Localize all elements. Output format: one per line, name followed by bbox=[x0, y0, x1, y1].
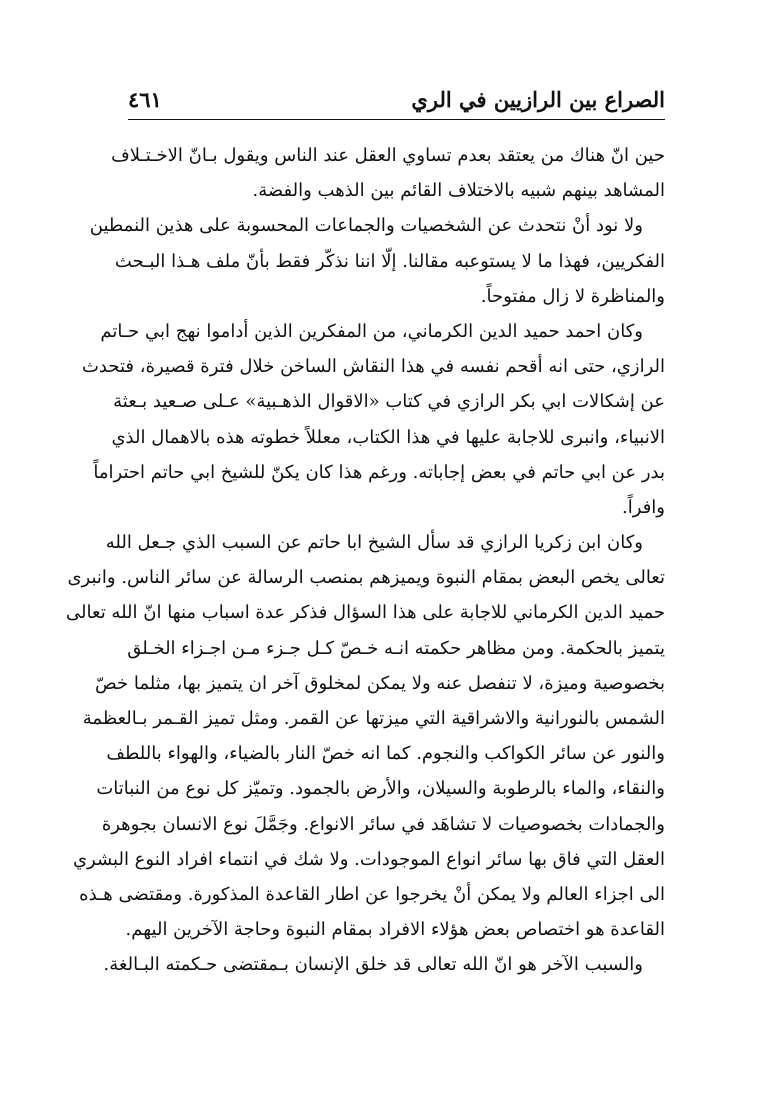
text-line: والنقاء، والماء بالرطوبة والسيلان، والأرض بالجمود. وتميّز كل نوع من النباتات bbox=[96, 778, 665, 800]
text-line: وافراً. bbox=[622, 496, 665, 518]
text-line: حميد الدين الكرماني للاجابة على هذا السؤال فذكر عدة اسباب منها انّ الله تعالى bbox=[66, 602, 665, 624]
text-line: والجمادات بخصوصيات لا تشاهَد في سائر الانواع. وجَمَّلَ نوع الانسان بجوهرة bbox=[101, 813, 665, 835]
text-line: والنور عن سائر الكواكب والنجوم. كما انه خصّ النار بالضياء، والهواء باللطف bbox=[106, 743, 665, 765]
text-line: الانبياء، وانبرى للاجابة عليها في هذا الكتاب، معللاً خطوته هذه بالاهمال الذي bbox=[111, 426, 665, 448]
text-line: وكان احمد حميد الدين الكرماني، من المفكرين الذين أداموا نهج ابي حـاتم bbox=[100, 320, 643, 342]
text-line: الى اجزاء العالم ولا يمكن أنْ يخرجوا عن اطار القاعدة المذكورة. ومقتضى هـذه bbox=[79, 883, 665, 905]
page-number: ٤٦١ bbox=[128, 87, 162, 112]
text-line: القاعدة هو اختصاص بعض هؤلاء الافراد بمقام النبوة وحاجة الآخرين اليهم. bbox=[125, 919, 665, 941]
text-line: بخصوصية وميزة، لا تنفصل عنه ولا يمكن لمخلوق آخر ان يتميز بها، مثلما خصّ bbox=[94, 672, 665, 694]
page-header bbox=[128, 84, 665, 116]
text-line: الفكريين، فهذا ما لا يستوعبه مقالنا. إلّا اننا نذكّر فقط بأنّ ملف هـذا البـحث bbox=[114, 250, 665, 272]
text-line: حين انّ هناك من يعتقد بعدم تساوي العقل عند الناس ويقول بـانّ الاخـتـلاف bbox=[111, 145, 665, 166]
text-line: الرازي، حتى انه أقحم نفسه في هذا النقاش الساخن خلال فترة قصيرة، فتحدث bbox=[81, 356, 665, 378]
text-line: المشاهد بينهم شبيه بالاختلاف القائم بين الذهب والفضة. bbox=[252, 180, 665, 202]
text-line: والمناظرة لا زال مفتوحاً. bbox=[480, 285, 665, 307]
text-line: بدر عن ابي حاتم في بعض إجاباته. ورغم هذا كان يكنّ للشيخ ابي حاتم احتراماً bbox=[93, 461, 665, 483]
running-title: الصراع بين الرازيين في الري bbox=[411, 87, 665, 112]
text-line: العقل التي فاق بها سائر انواع الموجودات. ولا شك في انتماء افراد النوع البشري bbox=[72, 848, 665, 870]
text-line: ولا نود أنْ نتحدث عن الشخصيات والجماعات المحسوبة على هذين النمطين bbox=[89, 215, 643, 237]
text-line: وكان ابن زكريا الرازي قد سأل الشيخ ابا حاتم عن السبب الذي جـعل الله bbox=[105, 532, 643, 554]
text-line: يتميز بالحكمة. ومن مظاهر حكمته انـه خـصّ كـل جـزء مـن اجـزاء الخـلق bbox=[127, 637, 665, 659]
text-line: عن إشكالات ابي بكر الرازي في كتاب «الاقوال الذهـبية» عـلى صـعيد بـعثة bbox=[113, 391, 665, 413]
text-line: الشمس بالنورانية والاشراقية التي ميزتها عن القمر. ومثل تميز القـمر بـالعظمة bbox=[82, 708, 665, 729]
text-line: تعالى يخص البعض بمقام النبوة ويميزهم بمنصب الرسالة عن سائر الناس. وانبرى bbox=[67, 567, 665, 589]
header-divider bbox=[128, 119, 665, 120]
text-line: والسبب الآخر هو انّ الله تعالى قد خلق الإنسان بـمقتضى حـكمته البـالغة. bbox=[103, 954, 643, 976]
body-text bbox=[66, 138, 665, 983]
